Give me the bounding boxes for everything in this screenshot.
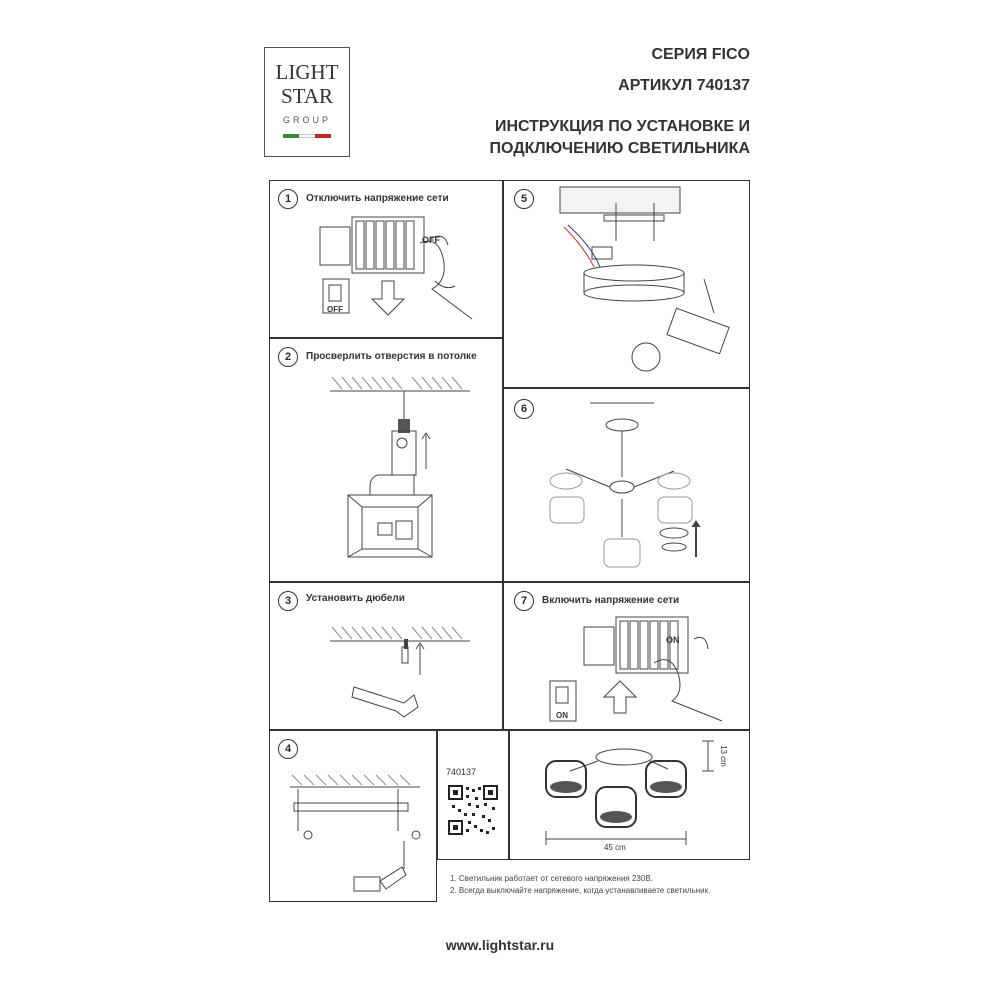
assembly-illustration [504, 389, 751, 583]
install-dowels-illustration [270, 583, 504, 731]
italian-flag-icon [283, 134, 331, 138]
brand-line3: GROUP [282, 115, 331, 125]
switch-on-label: ON [666, 635, 680, 645]
product-qr-panel [437, 730, 509, 860]
series-title: СЕРИЯ FICO [651, 46, 750, 63]
step-4-panel [269, 730, 437, 902]
step-4-number: 4 [278, 739, 298, 759]
dimensions-panel [509, 730, 750, 860]
article-title: АРТИКУЛ 740137 [618, 77, 750, 94]
height-dimension: 13 cm [719, 745, 728, 767]
step-3-title: Установить дюбели [306, 593, 405, 604]
qr-code-icon [448, 785, 498, 835]
panel-off-label: OFF [327, 305, 343, 314]
note-line-2: 2. Всегда выключайте напряжение, когда устанавливаете светильник. [450, 886, 711, 895]
breaker-on-illustration [504, 583, 751, 731]
width-dimension: 45 cm [604, 843, 626, 852]
step-7-title: Включить напряжение сети [542, 595, 680, 606]
step-7-panel [503, 582, 750, 730]
step-2-title: Просверлить отверстия в потолке [306, 351, 477, 362]
mount-bracket-illustration [270, 731, 438, 903]
step-6-number: 6 [514, 399, 534, 419]
step-2-panel [269, 338, 503, 582]
step-1-panel [269, 180, 503, 338]
step-2-number: 2 [278, 347, 298, 367]
step-7-number: 7 [514, 591, 534, 611]
instruction-title-line1: ИНСТРУКЦИЯ ПО УСТАНОВКЕ И [494, 118, 750, 135]
step-5-panel [503, 180, 750, 388]
instruction-title-line2: ПОДКЛЮЧЕНИЮ СВЕТИЛЬНИКА [489, 140, 750, 157]
step-1-number: 1 [278, 189, 298, 209]
product-article: 740137 [446, 767, 477, 777]
step-6-panel [503, 388, 750, 582]
step-3-number: 3 [278, 591, 298, 611]
brand-line2: STAR [281, 84, 333, 108]
drill-ceiling-illustration [270, 339, 504, 583]
step-1-title: Отключить напряжение сети [306, 193, 449, 204]
dimensions-illustration [510, 731, 751, 861]
step-5-number: 5 [514, 189, 534, 209]
brand-line1: LIGHT [275, 60, 339, 84]
wiring-connection-illustration [504, 181, 751, 389]
switch-off-label: OFF [422, 235, 440, 245]
note-line-1: 1. Светильник работает от сетевого напряжения 230В. [450, 874, 653, 883]
panel-on-label: ON [556, 711, 568, 720]
brand-logo [264, 47, 350, 157]
step-3-panel [269, 582, 503, 730]
website-link[interactable]: www.lightstar.ru [445, 937, 555, 953]
breaker-off-illustration [270, 181, 504, 339]
